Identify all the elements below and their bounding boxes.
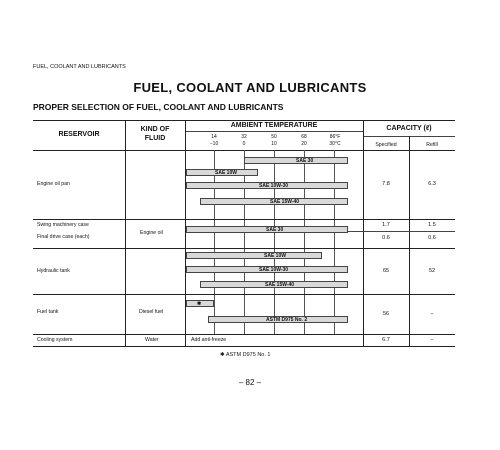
cap-fuel-specified: 56: [382, 311, 390, 317]
bar-label: SAE 10W: [264, 253, 286, 259]
fluid-engine-oil: Engine oil: [140, 230, 163, 236]
section-subtitle: PROPER SELECTION OF FUEL, COOLANT AND LUBRICANTS: [33, 102, 284, 112]
tick-f: 86°F: [329, 134, 341, 140]
cap-hyd-specified: 65: [382, 268, 390, 274]
cap-hyd-refill: 52: [428, 268, 436, 274]
row-engine-oil-pan: Engine oil pan: [37, 181, 70, 187]
cap-cool-refill: –: [430, 337, 434, 343]
fluid-water: Water: [145, 337, 159, 343]
cap-swing-specified: 1.7: [382, 222, 390, 228]
row-rule: [33, 334, 455, 335]
bar-label: SAE 10W-30: [259, 267, 289, 273]
table-bottom-rule: [33, 346, 455, 347]
cap-engine-specified: 7.8: [382, 181, 390, 187]
antifreeze-note: Add anti-freeze: [191, 337, 227, 343]
col-kind-of-fluid-2: FLUID: [144, 135, 166, 142]
tick-c: 10: [271, 141, 277, 147]
bar-label: ASTM D975 No. 2: [266, 317, 308, 323]
grid-line: [274, 150, 275, 335]
tick-c: 0: [242, 141, 246, 147]
fluid-diesel-fuel: Diesel fuel: [139, 309, 164, 315]
col-kind-of-fluid-1: KIND OF: [140, 126, 170, 133]
col-divider-3: [363, 120, 364, 346]
page-title: FUEL, COOLANT AND LUBRICANTS: [133, 80, 367, 95]
bar-label: SAE 30: [266, 227, 284, 233]
tick-c: 30°C: [329, 141, 341, 147]
tick-f: 68: [301, 134, 307, 140]
row-cooling-system: Cooling system: [37, 337, 73, 343]
col-divider-4: [409, 136, 410, 346]
col-reservoir: RESERVOIR: [58, 131, 100, 138]
cap-fuel-refill: –: [430, 311, 434, 317]
bar-label: SAE 10W: [215, 170, 237, 176]
tick-c: −10: [209, 141, 219, 147]
bar-label: SAE 15W-40: [265, 282, 295, 288]
grid-line: [304, 150, 305, 335]
row-swing-machinery: Swing machinery case: [37, 222, 89, 228]
grid-line: [214, 150, 215, 335]
ambient-sub-rule: [185, 131, 363, 132]
col-refill: Refill: [426, 142, 438, 148]
bar-label: SAE 15W-40: [270, 199, 300, 205]
page-number: – 82 –: [238, 378, 262, 387]
grid-line: [244, 150, 245, 335]
row-rule: [33, 219, 455, 220]
row-rule: [33, 294, 455, 295]
cap-engine-refill: 6.3: [428, 181, 436, 187]
row-rule: [33, 248, 455, 249]
bar-hyd-sae10w: [186, 252, 322, 259]
running-header: FUEL, COOLANT AND LUBRICANTS: [33, 64, 126, 70]
col-divider-2: [185, 120, 186, 346]
tick-f: 50: [271, 134, 277, 140]
cap-swing-refill: 1.5: [428, 222, 436, 228]
bar-label: ✱: [197, 301, 202, 307]
col-ambient-temperature: AMBIENT TEMPERATURE: [230, 122, 318, 129]
bar-label: SAE 10W-30: [259, 183, 289, 189]
grid-line: [334, 150, 335, 335]
col-specified: Specified: [375, 142, 397, 148]
cap-final-specified: 0.6: [382, 235, 390, 241]
footnote: ✱ ASTM D975 No. 1: [220, 352, 271, 358]
row-fuel-tank: Fuel tank: [37, 309, 59, 315]
tick-f: 14: [211, 134, 217, 140]
col-capacity: CAPACITY (ℓ): [386, 125, 432, 132]
bar-label: SAE 30: [296, 158, 314, 164]
table-top-rule: [33, 120, 455, 121]
tick-f: 32: [241, 134, 247, 140]
col-divider-1: [125, 120, 126, 346]
row-hydraulic-tank: Hydraulic tank: [37, 268, 70, 274]
cap-cool-specified: 6.7: [382, 337, 390, 343]
tick-c: 20: [301, 141, 307, 147]
row-final-drive: Final drive case (each): [37, 234, 90, 240]
cap-final-refill: 0.6: [428, 235, 436, 241]
